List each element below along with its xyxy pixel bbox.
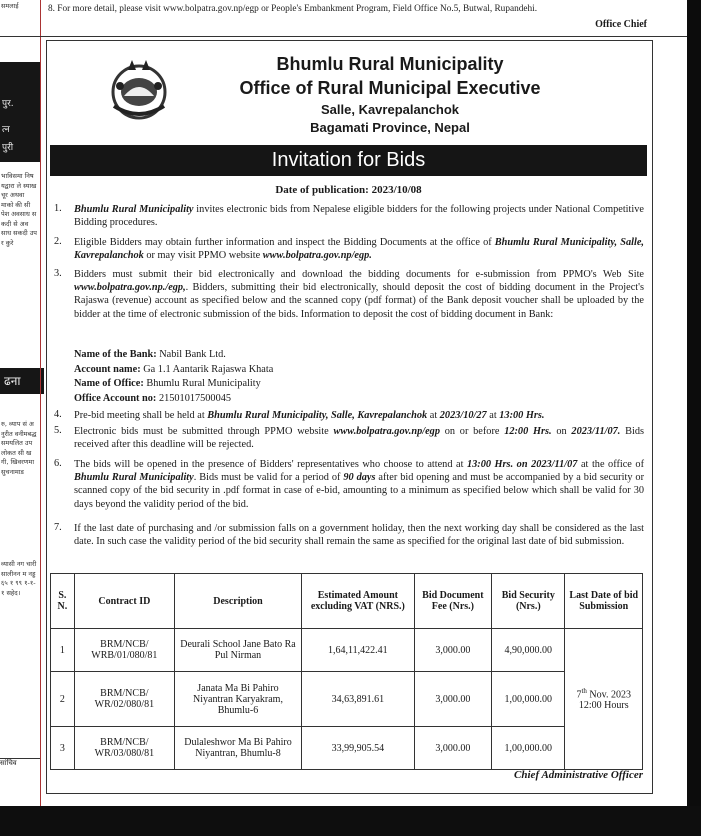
cell-sn: 3 (51, 727, 75, 770)
cell-amount: 1,64,11,422.41 (302, 629, 415, 672)
para-emphasis: 90 days (343, 472, 376, 484)
last-date-month: Nov. 2023 (586, 689, 631, 701)
para-text: . Bids must be valid for a period of (193, 472, 344, 484)
para-emphasis: 2023/11/07. (571, 426, 621, 437)
paragraph-1 (74, 203, 644, 229)
adjacent-block-text: पुर. (2, 99, 14, 109)
cell-description: Dulaleshwor Ma Bi Pahiro Niyantran, Bhumlu-8 (174, 727, 301, 770)
page-edge-right (687, 0, 701, 836)
para-emphasis: Bhumlu Rural Municipality, Salle, Kavrepalanchok (74, 237, 644, 262)
ppmo-link[interactable]: www.bolpatra.gov.np/egp (333, 426, 440, 437)
cell-amount: 34,63,891.61 (302, 672, 415, 727)
header-last-date: Last Date of bid Submission (565, 574, 643, 629)
bank-label: Account name: (74, 364, 141, 375)
para-emphasis: Bhumlu Rural Municipality (74, 204, 194, 215)
paragraph-3 (74, 268, 644, 321)
bank-value: Ga 1.1 Aantarik Rajaswa Khata (140, 364, 274, 375)
page-divider (40, 0, 41, 806)
cell-description: Deurali School Jane Bato Ra Pul Nirman (174, 629, 301, 672)
cell-security: 4,90,000.00 (492, 629, 565, 672)
page-edge-bottom (0, 806, 701, 836)
cell-doc-fee: 3,000.00 (414, 629, 491, 672)
ppmo-link[interactable]: www.bolpatra.gov.np./egp, (74, 282, 186, 294)
cell-sn: 1 (51, 629, 75, 672)
para-text: at (427, 410, 440, 421)
para-number: 2. (54, 236, 62, 247)
adjacent-text-2: रु, व्याप सं अनुरीत वनीमबद्ध समयलित उपलोकत सी खगी, खिवरणमा सुचनामाड (1, 420, 37, 476)
last-date-suffix: th (581, 686, 587, 695)
adjacent-black-block-2: ढना (0, 368, 44, 394)
office-name-bank (74, 377, 261, 390)
adjacent-text-1: भाविसमा निषयद्वारा ले स्याख चूर अथवा माको की सी पेश अवसाध सकदी से अवसाध सकदी उपर कुरे (1, 172, 37, 247)
header-contract-id: Contract ID (74, 574, 174, 629)
ppmo-link[interactable]: www.bolpatra.gov.np/egp. (262, 250, 372, 262)
notice-title-banner: Invitation for Bids (50, 145, 647, 176)
para-text: after bid opening and must be accompanied by a bid security or scanned copy of the bid security in .pdf format in case of e-bid, amounting to a minimum as specified below which shall be valid for 30 days beyond the validity period of the bid. (74, 472, 644, 510)
last-date-day (567, 687, 640, 700)
cell-security: 1,00,000.00 (492, 672, 565, 727)
account-name (74, 363, 273, 376)
publication-date: Date of publication: 2023/10/08 (275, 184, 422, 196)
para-emphasis: 12:00 Hrs. (504, 426, 552, 437)
nepal-emblem-icon (106, 56, 172, 122)
para-number: 6. (54, 458, 62, 469)
header-sn: S. N. (51, 574, 75, 629)
para-text: or may visit PPMO website (143, 250, 263, 262)
table-row (51, 672, 643, 727)
para-emphasis: Bhumlu Rural Municipality (74, 472, 194, 484)
adjacent-text-4: सांचिव (0, 758, 40, 783)
bank-label: Name of the Bank: (74, 349, 157, 360)
cell-amount: 33,99,905.54 (302, 727, 415, 770)
adjacent-text-3: व्यासी नग चारी सालीनन म नड्ड ६५ १ ९९ १-१-१ सहेद। (1, 560, 37, 597)
top-notice-text: 8. For more detail, please visit www.bolpatra.gov.np/egp or People's Embankment Program, Field Office No.5, Butwal, Rupandehi. (48, 4, 538, 14)
para-text: . Bidders, submitting their bid electronically, should deposit the cost of bidding document in the Project's Rajaswa (revenue) account as specified below and the scanned copy (pdf format) of the Bank deposit voucher shall be uploaded by the bidder at the time of electronic submission of the bids. Information to deposit the cost of bidding document in Bank: (74, 282, 644, 320)
para-number: 5. (54, 425, 62, 436)
header-document-fee: Bid Document Fee (Nrs.) (414, 574, 491, 629)
para-text: Eligible Bidders may obtain further information and inspect the Bidding Documents at the office of (74, 237, 495, 248)
header-description: Description (174, 574, 301, 629)
adjacent-block-text: त्न (2, 125, 10, 135)
para-text: invites electronic bids from Nepalese eligible bidders for the following projects under National Competitive Bidding procedures. (74, 204, 644, 229)
para-emphasis: 13:00 Hrs. (499, 410, 545, 421)
paragraph-5 (74, 425, 644, 451)
para-text: Pre-bid meeting shall be held at (74, 410, 208, 421)
table-row (51, 727, 643, 770)
paragraph-6 (74, 458, 644, 511)
para-emphasis: 2023/10/27 (439, 410, 487, 421)
adjacent-text-top: समलाई (1, 2, 19, 10)
top-notice-signature: Office Chief (595, 19, 647, 30)
office-account-no (74, 392, 231, 405)
signature-title: Chief Administrative Officer (514, 769, 643, 781)
bid-table (50, 573, 643, 770)
province: Bagamati Province, Nepal (310, 120, 470, 135)
header-bid-security: Bid Security (Nrs.) (492, 574, 565, 629)
para-emphasis: 13:00 Hrs. on 2023/11/07 (466, 459, 578, 470)
cell-contract-id: BRM/NCB/ WR/02/080/81 (74, 672, 174, 727)
adjacent-block-text: पुरी (2, 143, 14, 153)
bank-value: Nabil Bank Ltd. (156, 349, 226, 360)
cell-sn: 2 (51, 672, 75, 727)
cell-description: Janata Ma Bi Pahiro Niyantran Karyakram, Bhumlu-6 (174, 672, 301, 727)
para-text: on (551, 426, 572, 437)
para-number: 4. (54, 409, 62, 420)
cell-doc-fee: 3,000.00 (414, 727, 491, 770)
bank-value: Bhumlu Rural Municipality (143, 378, 261, 389)
cell-contract-id: BRM/NCB/ WRB/01/080/81 (74, 629, 174, 672)
bank-value: 21501017500045 (156, 393, 232, 404)
last-date-time: 12:00 Hours (578, 700, 629, 712)
bank-label: Office Account no: (74, 393, 157, 404)
bank-name (74, 348, 226, 361)
paragraph-7: If the last date of purchasing and /or submission falls on a government holiday, then the next working day shall be considered as the last date. In such case the validity period of the bid security shall remain the same as specified for the original last date of bid submission. (74, 523, 644, 548)
table-row (51, 629, 643, 672)
para-text: The bids will be opened in the presence of Bidders' representatives who choose to attend at (74, 459, 467, 470)
header-estimated-amount: Estimated Amount excluding VAT (NRS.) (302, 574, 415, 629)
paragraph-2 (74, 236, 644, 262)
para-text: at the office of (577, 459, 644, 470)
paragraph-4 (74, 409, 644, 422)
cell-last-date (565, 629, 643, 770)
office-location: Salle, Kavrepalanchok (320, 102, 459, 117)
para-text: on or before (439, 426, 505, 437)
office-name: Office of Rural Municipal Executive (239, 78, 541, 98)
bank-label: Name of Office: (74, 378, 144, 389)
adjacent-black-block-1 (0, 62, 40, 162)
cell-security: 1,00,000.00 (492, 727, 565, 770)
para-number: 1. (54, 203, 62, 214)
para-emphasis: Bhumlu Rural Municipality, Salle, Kavrepalanchok (207, 410, 428, 421)
para-number: 7. (54, 522, 62, 533)
cell-doc-fee: 3,000.00 (414, 672, 491, 727)
last-date-day-num: 7 (576, 689, 582, 701)
para-text: at (486, 410, 500, 421)
para-number: 3. (54, 268, 62, 279)
table-header-row (51, 574, 643, 629)
cell-contract-id: BRM/NCB/ WR/03/080/81 (74, 727, 174, 770)
adjacent-page-strip (0, 0, 40, 806)
para-text: Bids received after this deadline will be rejected. (74, 426, 644, 451)
para-text: Bidders must submit their bid electronically and download the bidding documents for e-submission from PPMO's Web Site (74, 269, 644, 280)
municipality-name: Bhumlu Rural Municipality (276, 54, 504, 74)
para-text: Electronic bids must be submitted through PPMO website (74, 426, 334, 437)
